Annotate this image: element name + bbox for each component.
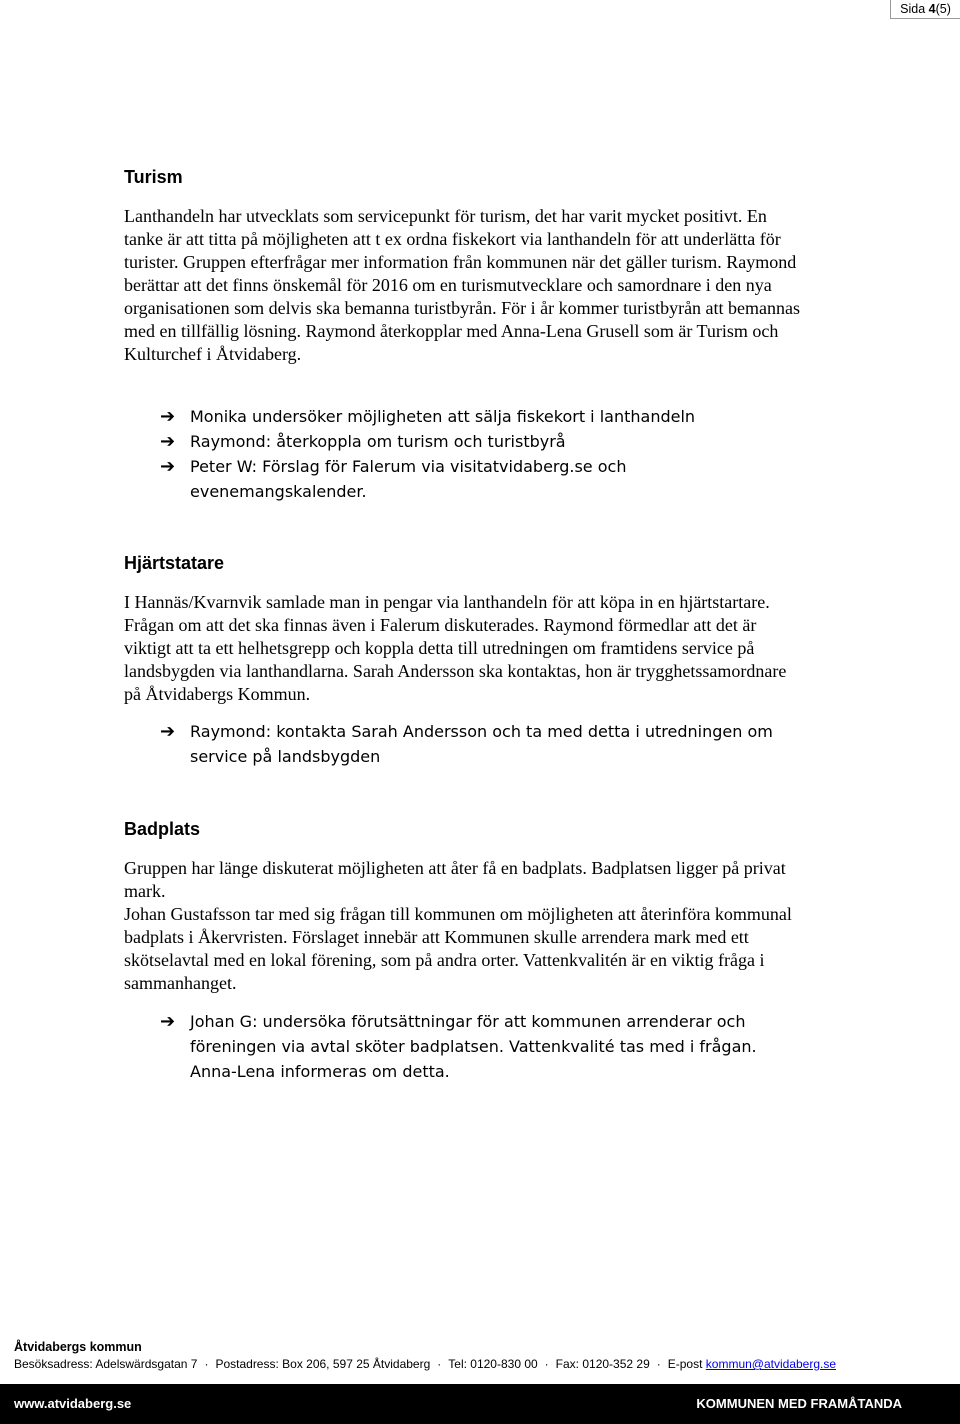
- action-text: Raymond: kontakta Sarah Andersson och ta med detta i utredningen om service på landsbygden: [190, 722, 773, 766]
- right-arrow-icon: ➔: [160, 721, 176, 742]
- page-number-total: (5): [935, 2, 951, 16]
- action-list-badplats: [160, 1009, 800, 1084]
- action-list-turism: [160, 404, 800, 504]
- footer-fax: Fax: 0120-352 29: [555, 1357, 650, 1371]
- section-paragraph: Gruppen har länge diskuterat möjligheten att åter få en badplats. Badplatsen ligger på privat mark.: [124, 858, 786, 901]
- right-arrow-icon: ➔: [160, 1011, 176, 1032]
- action-item: [160, 454, 800, 504]
- page-number-label: Sida: [900, 2, 926, 16]
- footer-slogan: KOMMUNEN MED FRAMÅTANDA: [696, 1396, 902, 1411]
- section-paragraph: I Hannäs/Kvarnvik samlade man in pengar via lanthandeln för att köpa in en hjärtstartare. Frågan om att det ska finnas även i Falerum diskuterades. Raymond förmedlar att det är viktigt att ta ett helhetsgrepp och koppla detta till utredningen om framtidens service på landsbygden via lanthandlarna. Sarah Andersson ska kontaktas, hon är trygghetssamordnare på Åtvidabergs Kommun.: [124, 592, 787, 704]
- right-arrow-icon: ➔: [160, 406, 176, 427]
- right-arrow-icon: ➔: [160, 456, 176, 477]
- section-heading: Turism: [124, 167, 183, 187]
- footer-separator: ·: [437, 1357, 442, 1371]
- section-heading: Hjärtstatare: [124, 553, 225, 573]
- section-badplats: [124, 818, 804, 995]
- page-number-current: 4: [928, 2, 936, 16]
- footer-email-label: E-post: [667, 1357, 703, 1371]
- footer-website-link[interactable]: www.atvidaberg.se: [14, 1396, 132, 1411]
- section-paragraph: Lanthandeln har utvecklats som servicepunkt för turism, det har varit mycket positivt. En tanke är att titta på möjligheten att t ex ordna fiskekort via lanthandeln för att underlätta för turister. Gruppen efterfrågar mer information från kommunen när det gäller turism. Raymond berättar att det finns önskemål för 2016 om en turismutvecklare och samordnare i den nya organisationen som delvis ska bemanna turistbyrån. För i år kommer turistbyrån att bemannas med en tillfällig lösning. Raymond återkopplar med Anna-Lena Grusell som är Turism och Kulturchef i Åtvidaberg.: [124, 206, 801, 364]
- footer-visit-address: Besöksadress: Adelswärdsgatan 7: [14, 1357, 198, 1371]
- action-item: [160, 429, 800, 454]
- footer-postal-address: Postadress: Box 206, 597 25 Åtvidaberg: [215, 1357, 431, 1371]
- action-text: Monika undersöker möjligheten att sälja fiskekort i lanthandeln: [190, 407, 696, 426]
- footer-contact: [14, 1357, 944, 1371]
- footer-separator: ·: [544, 1357, 549, 1371]
- right-arrow-icon: ➔: [160, 431, 176, 452]
- section-paragraph: Johan Gustafsson tar med sig frågan till kommunen om möjligheten att återinföra kommunal badplats i Åkervristen. Förslaget innebär att Kommunen skulle arrendera mark med ett skötselavtal med en lokal förening, som på andra orter. Vattenkvalitén är en viktig fråga i sammanhanget.: [124, 904, 792, 993]
- footer-phone: Tel: 0120-830 00: [448, 1357, 538, 1371]
- action-item: [160, 719, 800, 769]
- action-text: Johan G: undersöka förutsättningar för att kommunen arrenderar och föreningen via avtal sköter badplatsen. Vattenkvalité tas med i frågan. Anna-Lena informeras om detta.: [190, 1012, 757, 1081]
- footer-email-link[interactable]: kommun@atvidaberg.se: [705, 1357, 837, 1371]
- footer-bar: [0, 1384, 960, 1424]
- action-text: Raymond: återkoppla om turism och turistbyrå: [190, 432, 566, 451]
- footer-separator: ·: [656, 1357, 661, 1371]
- section-heading: Badplats: [124, 819, 201, 839]
- section-hjartstatare: [124, 552, 804, 706]
- action-list-hjartstatare: [160, 719, 800, 769]
- footer-separator: ·: [204, 1357, 209, 1371]
- footer-org-name: Åtvidabergs kommun: [14, 1340, 142, 1354]
- page-number: [890, 0, 960, 19]
- action-item: [160, 1009, 800, 1084]
- section-turism: [124, 166, 804, 366]
- action-item: [160, 404, 800, 429]
- action-text: Peter W: Förslag för Falerum via visitatvidaberg.se och evenemangskalender.: [190, 457, 627, 501]
